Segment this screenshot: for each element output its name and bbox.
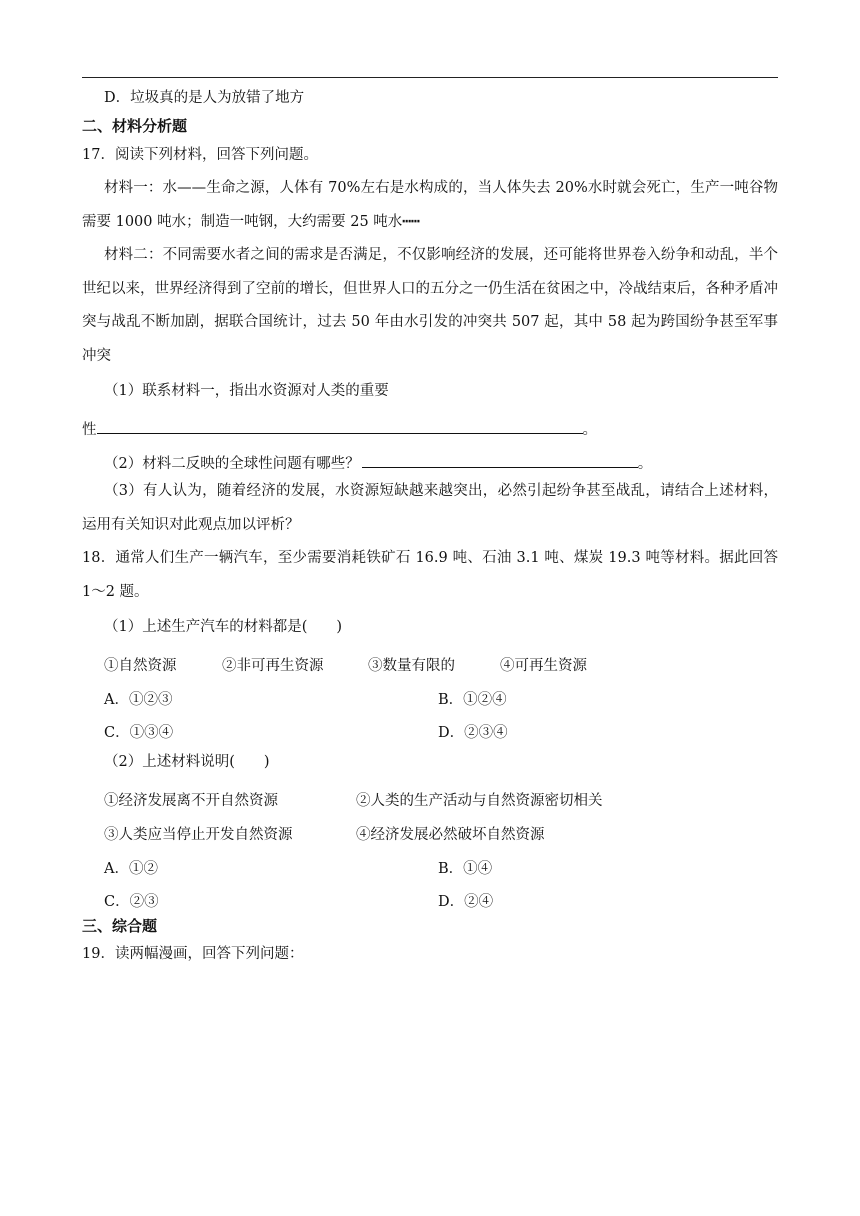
q18-sub2-option-c[interactable]: C．②③ — [104, 894, 159, 910]
section-2-title: 二、材料分析题 — [82, 117, 188, 135]
option-d: D．垃圾真的是人为放错了地方 — [104, 90, 305, 106]
q17-sub1-end: 。 — [582, 422, 597, 438]
q18-sub1-item-2: ②非可再生资源 — [222, 658, 324, 674]
q17-sub3: （3）有人认为，随着经济的发展，水资源短缺越来越突出，必然引起纷争甚至战乱，请结合上述材料，运用有关知识对此观点加以评析？ — [82, 483, 778, 533]
q18-sub1-option-c[interactable]: C．①③④ — [104, 725, 174, 741]
q17-material2: 材料二：不同需要水者之间的需求是否满足，不仅影响经济的发展，还可能将世界卷入纷争和动乱，半个世纪以来，世界经济得到了空前的增长，但世界人口的五分之一仍生活在贫困之中，冷战结束后，各种矛盾冲突与战乱不断加剧，据联合国统计，过去 50 年由水引发的冲突共 507 起，其中 58 起为跨国纷争甚至军事冲突 — [82, 247, 778, 364]
q18-sub2: （2）上述材料说明( ) — [104, 754, 270, 770]
q17-sub1-blank[interactable] — [97, 417, 583, 434]
q18-stem: 18．通常人们生产一辆汽车，至少需要消耗铁矿石 16.9 吨、石油 3.1 吨、煤炭 19.3 吨等材料。据此回答 1～2 题。 — [82, 550, 778, 600]
q18-sub1: （1）上述生产汽车的材料都是( ) — [104, 619, 343, 635]
q18-sub1-option-d[interactable]: D．②③④ — [438, 725, 508, 741]
q18-sub2-item-3: ③人类应当停止开发自然资源 — [104, 827, 293, 843]
q17-stem: 17．阅读下列材料，回答下列问题。 — [82, 147, 318, 163]
q17-sub2-blank[interactable] — [362, 451, 638, 468]
q18-sub2-item-1: ①经济发展离不开自然资源 — [104, 793, 278, 809]
q17-sub1-line — [82, 417, 597, 438]
q17-sub2: （2）材料二反映的全球性问题有哪些？ — [104, 456, 360, 472]
q18-sub2-item-2: ②人类的生产活动与自然资源密切相关 — [356, 793, 603, 809]
q17-sub1-tail: 性 — [82, 422, 97, 438]
q18-sub1-option-a[interactable]: A．①②③ — [104, 692, 173, 708]
q17-material1: 材料一：水——生命之源，人体有 70%左右是水构成的，当人体失去 20%水时就会死亡，生产一吨谷物需要 1000 吨水；制造一吨钢，大约需要 25 吨水┅┅ — [82, 180, 778, 230]
q18-sub1-item-3: ③数量有限的 — [368, 658, 455, 674]
q18-sub1-option-b[interactable]: B．①②④ — [438, 692, 507, 708]
q17-sub1: （1）联系材料一，指出水资源对人类的重要 — [104, 383, 389, 399]
section-3-title: 三、综合题 — [82, 917, 158, 935]
q18-sub1-item-1: ①自然资源 — [104, 658, 177, 674]
q18-sub2-option-d[interactable]: D．②④ — [438, 894, 494, 910]
q18-sub2-item-4: ④经济发展必然破坏自然资源 — [356, 827, 545, 843]
q17-sub2-line — [104, 451, 652, 472]
header-rule — [82, 77, 778, 78]
q18-sub1-item-4: ④可再生资源 — [500, 658, 587, 674]
q17-sub2-end: 。 — [637, 456, 653, 472]
q18-sub2-option-b[interactable]: B．①④ — [438, 861, 493, 877]
q19-stem: 19．读两幅漫画，回答下列问题： — [82, 946, 304, 962]
q18-sub2-option-a[interactable]: A．①② — [104, 861, 158, 877]
